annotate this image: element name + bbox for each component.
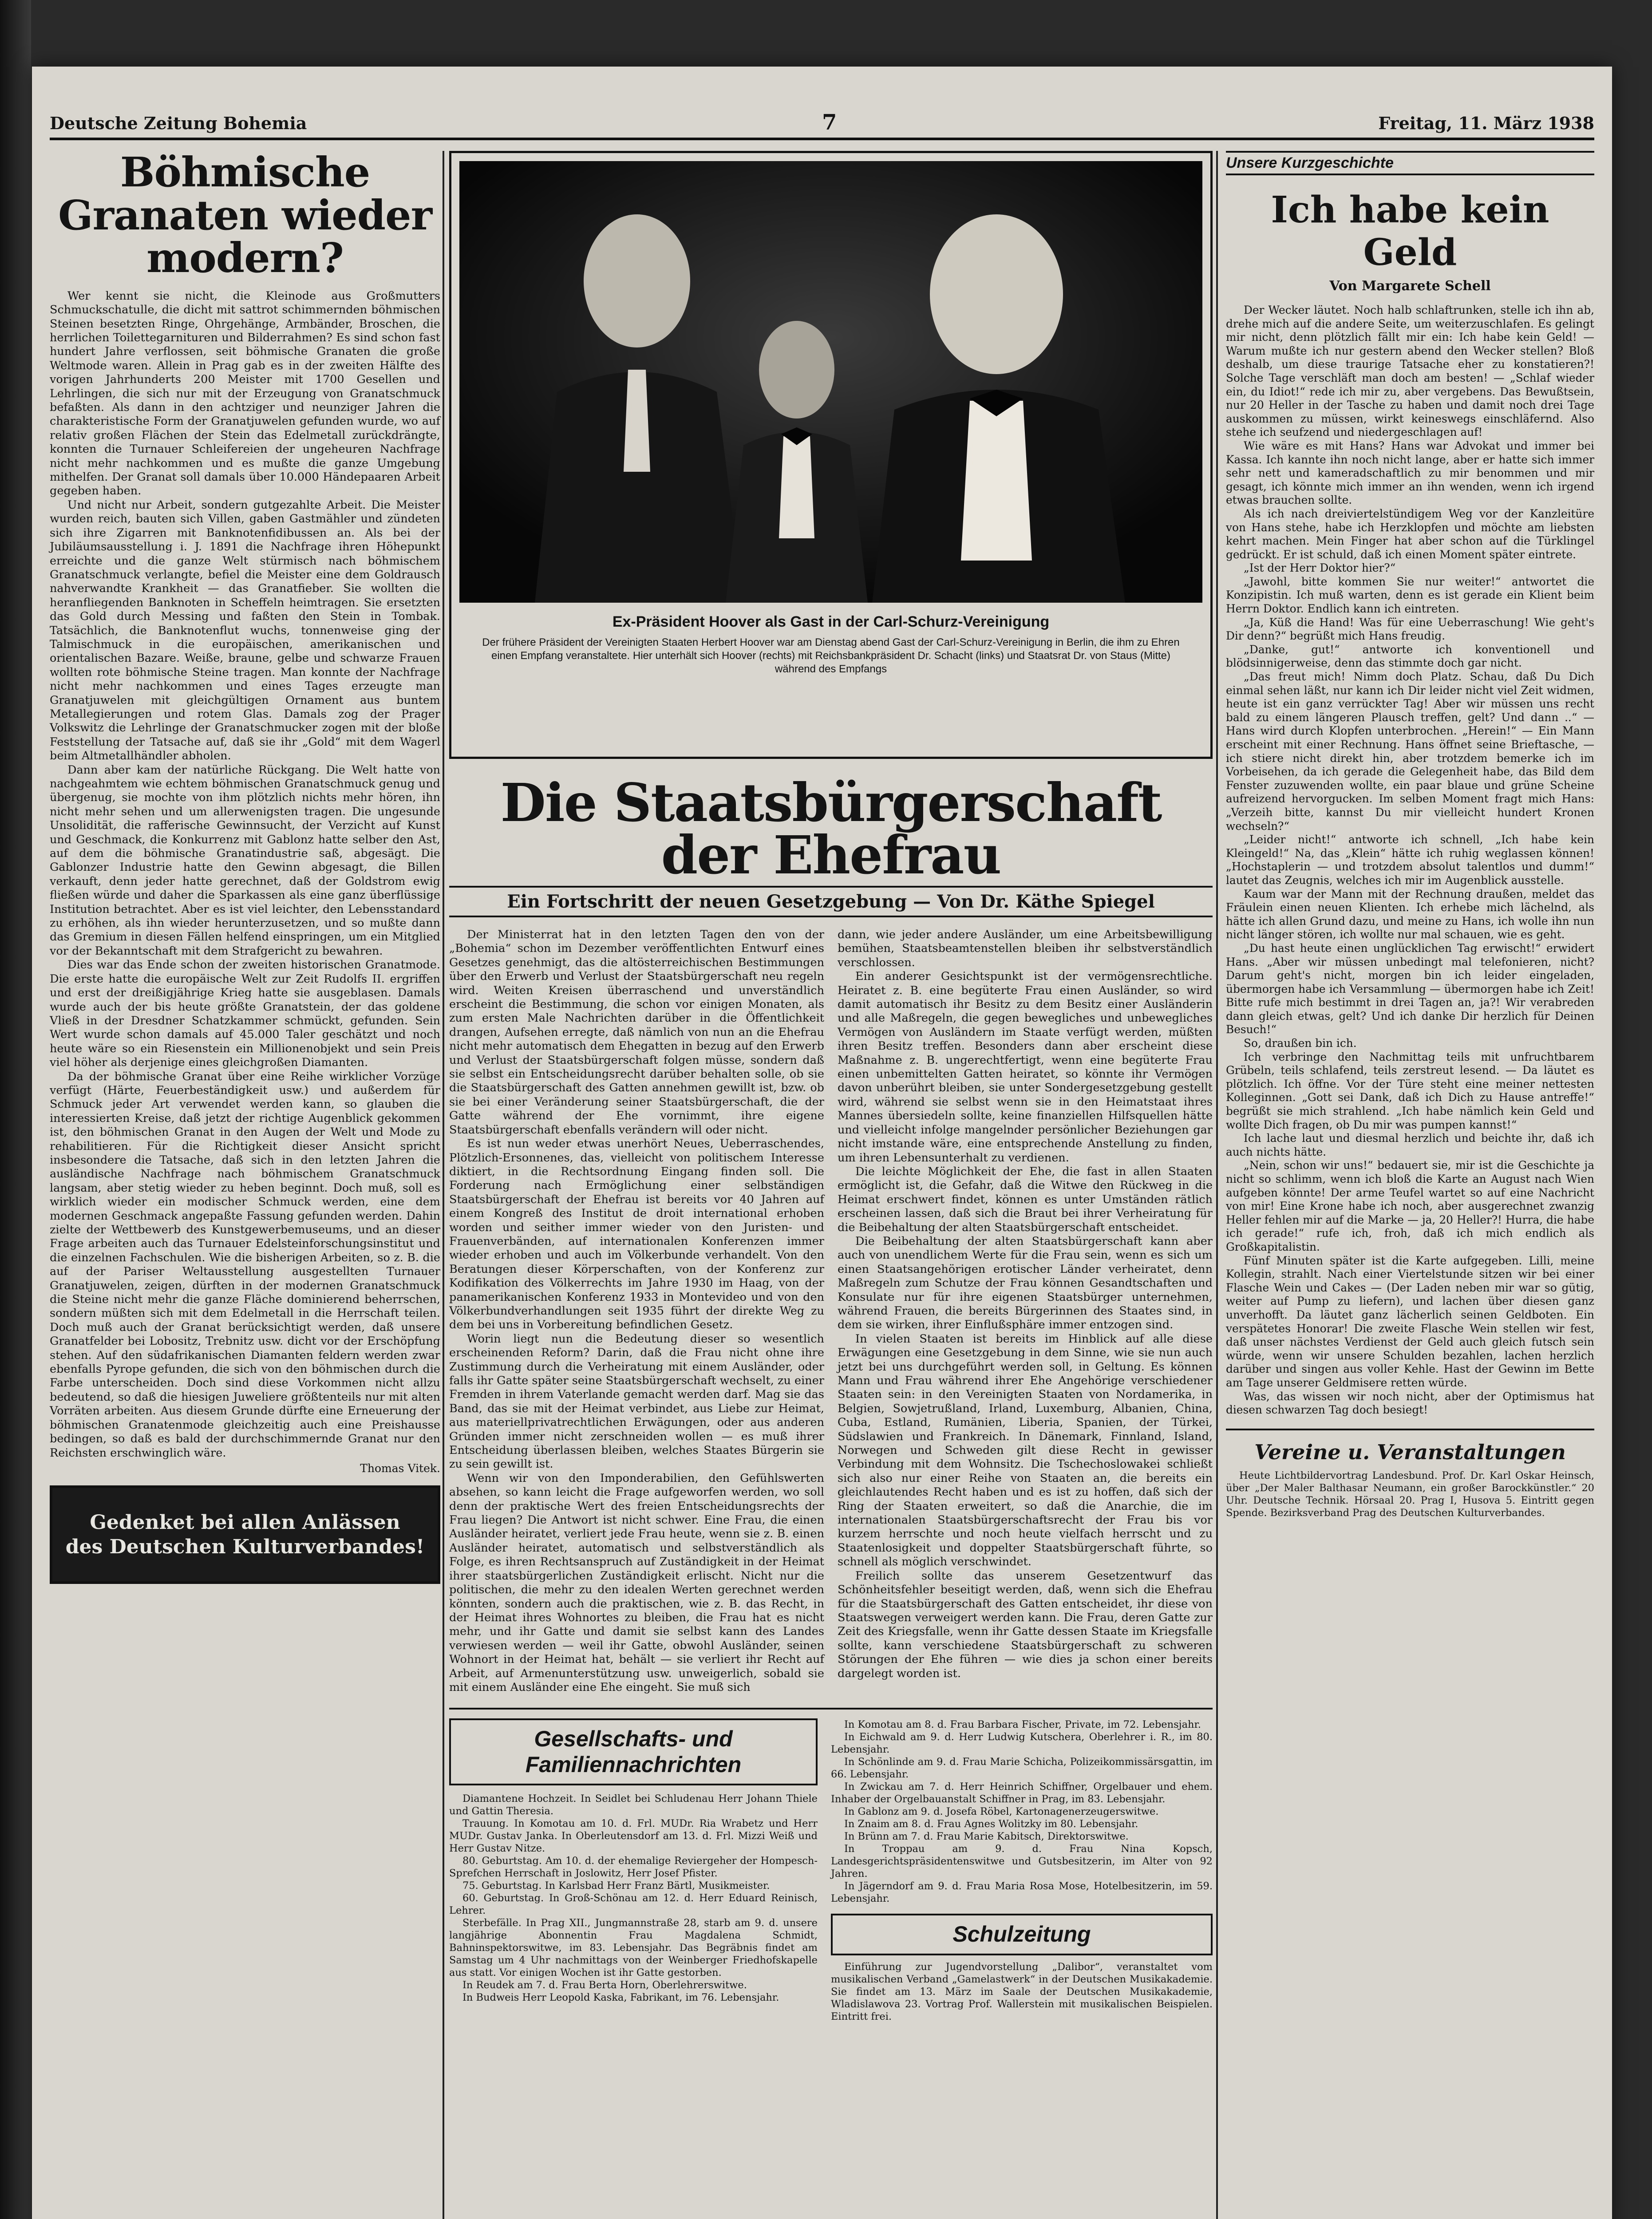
family-news-item: In Budweis Herr Leopold Kaska, Fabrikant, im 76. Lebensjahr. [462, 1992, 779, 2004]
family-news-item: In Troppau am 9. d. Frau Nina Kopsch, Landesgerichtspräsidentenswitwe und Gutsbesitzerin, im Alter von 92 Jahren. [831, 1843, 1213, 1880]
short-story-author: Von Margarete Schell [1329, 278, 1491, 294]
story-paragraph: Ich lache laut und diesmal herzlich und beichte ihr, daß ich auch nichts hätte. [1226, 1132, 1594, 1158]
newspaper-page [32, 67, 1612, 2219]
article-paragraph: Dies war das Ende schon der zweiten historischen Granatmode. Die erste hatte die europäische Welt zur Zeit Rudolfs II. ergriffen und erst der dreißigjährige Krieg hatte sie ausgeblasen. Damals wurde auch der bis heute größte Granatstein, der das goldene Vließ in der Dresdner Schatzkammer schmückt, gefunden. Sein Wert wurde schon damals auf 45.000 Taler geschätzt und noch heute wäre so ein Riesenstein ein Millionenobjekt und sein Preis viel höher als derjenige eines gleichgroßen Diamanten. [50, 958, 440, 1070]
masthead-date: Freitag, 11. März 1938 [1378, 113, 1594, 133]
schulzeitung-paragraph: Einführung zur Jugendvorstellung „Dalibor“, veranstaltet vom musikalischen Verband „Gamelastwerk“ in der Deutschen Musikakademie. Sie findet am 13. März im Saale der Deutschen Musikakademie, Wladislawova 23. Vortrag Prof. Wallerstein mit musikalischen Beispielen. Eintritt frei. [831, 1961, 1213, 2022]
article-body [50, 289, 440, 1460]
family-news-item: 75. Geburtstag. In Karlsbad Herr Franz Bärtl, Musikmeister. [462, 1880, 770, 1892]
article-paragraph: In vielen Staaten ist bereits im Hinblick auf alle diese Erwägungen eine Gesetzgebung in dem Sinne, wie sie nun auch jetzt bei uns durchgeführt werden soll, in Geltung. Es können Mann und Frau während ihrer Ehe Angehörige verschiedener Staaten sein: in den Vereinigten Staaten von Nordamerika, in Belgien, Sowjetrußland, Irland, Luxemburg, Albanien, China, Cuba, Estland, Rumänien, Liberia, Spanien, der Türkei, Südslawien und Frankreich. In Dänemark, Finnland, Island, Norwegen und Schweden gilt diese Recht in gewisser Verbindung mit dem Wohnsitz. Die Tschechoslowakei schließt sich also nur einer Reihe von Staaten an, die bereits ein gleichlautendes Recht haben und es ist zu hoffen, daß sich der Ring der Staaten erweitert, so daß die Anarchie, die im internationalen Staatsbürgerschaftsrecht der Frau bis vor kurzem herrschte und noch heute vielfach herrscht und zu Staatenlosigkeit und doppelter Staatsbürgerschaft führte, so schnell als möglich verschwindet. [838, 1332, 1213, 1569]
family-news-right [831, 1718, 1213, 2023]
article-headline: Böhmische Granaten wieder modern? [58, 148, 432, 282]
family-news-item: In Zwickau am 7. d. Herr Heinrich Schiffner, Orgelbauer und ehem. Inhaber der Orgelbauanstalt Schiffner in Prag, im 83. Lebensjahr. [831, 1781, 1213, 1805]
middle-column [449, 151, 1213, 2023]
photo-caption-text: Der frühere Präsident der Vereinigten Staaten Herbert Hoover war am Dienstag abend Gast der Carl-Schurz-Vereinigung in Berlin, die ihm zu Ehren einen Empfang veranstaltete. Hier unterhält sich Hoover (rechts) mit Reichsbankpräsident Dr. Schacht (links) und Staatsrat Dr. von Staus (Mitte) während des Empfangs [482, 636, 1180, 675]
family-news-item: In Reudek am 7. d. Frau Berta Horn, Oberlehrerswitwe. [462, 1979, 747, 1991]
ad-line-1: Gedenket bei allen Anlässen [90, 1511, 400, 1534]
family-news-title: Gesellschafts- und Familiennachrichten [449, 1718, 818, 1785]
photo-caption-title: Ex-Präsident Hoover als Gast in der Carl-Schurz-Vereinigung [612, 613, 1050, 630]
article-paragraph: Der Ministerrat hat in den letzten Tagen den von der „Bohemia“ schon im Dezember veröffentlichten Entwurf eines Gesetzes genehmigt, das die altösterreichischen Bestimmungen über den Erwerb und Verlust der Staatsbürgerschaft neu regeln wird. Weiten Kreisen überraschend und unverständlich erscheint die Bestimmung, die schon vor einigen Monaten, als zum ersten Male Nachrichten darüber in die Öffentlichkeit drangen, Aufsehen erregte, daß nämlich von nun an die Ehefrau nicht mehr automatisch dem Ehegatten in bezug auf den Erwerb und Verlust der Staatsbürgerschaft folgen müsse, sondern daß sie selbst ein Entscheidungsrecht darüber behalten solle, ob sie die Staatsbürgerschaft des Gatten annehmen gewillt ist, bzw. ob sie bei einer Veränderung seiner Staatsbürgerschaft, die der Gatte während der Ehe vornimmt, ihre eigene Staatsbürgerschaft ebenfalls verändern will oder nicht. [449, 928, 824, 1137]
story-paragraph: „Nein, schon wir uns!“ bedauert sie, mir ist die Geschichte ja nicht so schlimm, wenn ich bloß die Karte an August nach Wien aufgeben könnte! Der arme Teufel wartet so auf eine Nachricht von mir! Eine Krone habe ich noch, aber ausgerechnet zwanzig Heller fehlen mir auf die Marke — ja, 20 Heller?! Hurra, die habe ich gerade!“ rufe ich, froh, daß ich mich endlich als Großkapitalistin. [1226, 1159, 1594, 1253]
column-rule-left [443, 151, 444, 2219]
photo-box [449, 151, 1213, 759]
article-paragraph: dann, wie jeder andere Ausländer, um eine Arbeitsbewilligung bemühen, Staatsbeamtenstellen bleiben ihr selbstverständlich verschlossen. [838, 928, 1213, 969]
story-paragraph: „Du hast heute einen unglücklichen Tag erwischt!“ erwidert Hans. „Aber wir müssen unbedingt mal telefonieren, nicht? Darum geht's nicht, morgen bin ich leider eingeladen, übermorgen habe ich Versammlung — übermorgen habe ich Zeit! Bitte rufe mich bestimmt in drei Tagen an, ja?! Wir verabreden dann gleich etwas, gelt? Und ich danke Dir herzlich für Deinen Besuch!“ [1226, 941, 1594, 1036]
story-paragraph: Der Wecker läutet. Noch halb schlaftrunken, stelle ich ihn ab, drehe mich auf die andere Seite, um weiterzuschlafen. Es gelingt mir nicht, denn plötzlich fällt mir ein: Ich habe kein Geld! — Warum mußte ich nur gestern abend den Wecker stellen? Bloß deshalb, um diese traurige Tatsache eher zu konstatieren?! Solche Tage verschläft man doch am besten! — „Schlaf wieder ein, du Idiot!“ rede ich mir zu, aber vergebens. Das Bewußtsein, nur 20 Heller in der Tasche zu haben und damit noch drei Tage auskommen zu müssen, wirkt keineswegs einschläfernd. Also stehe ich seufzend und niedergeschlagen auf! [1226, 304, 1594, 439]
article-headline-staatsbuergerschaft: Die Staatsbürgerschaft der Ehefrau [500, 772, 1162, 886]
story-paragraph: Wie wäre es mit Hans? Hans war Advokat und immer bei Kassa. Ich kannte ihn noch nicht lange, aber er hatte sich immer sehr nett und kameradschaftlich zu mir benommen und mir gesagt, ich könnte mich immer an ihn wenden, wenn ich irgend etwas brauchen sollte. [1226, 439, 1594, 507]
story-paragraph: So, draußen bin ich. [1244, 1037, 1357, 1050]
story-paragraph: „Jawohl, bitte kommen Sie nur weiter!“ antwortet die Konzipistin. Ich muß warten, denn es ist gerade ein Klient beim Herrn Doktor. Endlich kann ich eintreten. [1226, 575, 1594, 616]
article-column-2 [838, 928, 1213, 1694]
ad-line-2: des Deutschen Kulturverbandes! [65, 1535, 425, 1558]
story-paragraph: Als ich nach dreiviertelstündigem Weg vor der Kanzleitüre von Hans stehe, habe ich Herzklopfen und möchte am liebsten kehrt machen. Mein Finger hat aber schon auf die Türklingel gedrückt. Er ist schuld, daß ich einen Moment später eintrete. [1226, 507, 1594, 561]
article-column-1 [449, 928, 824, 1694]
vereine-paragraph: Heute Lichtbildervortrag Landesbund. Prof. Dr. Karl Oskar Heinsch, über „Der Maler Balthasar Neumann, ein großer Barockkünstler.“ 20 Uhr. Deutsche Technik. Hörsaal 20. Prag I, Husova 5. Eintritt gegen Spende. Bezirksverband Prag des Deutschen Kulturverbandes. [1226, 1469, 1594, 1519]
family-news-item: Sterbefälle. In Prag XII., Jungmannstraße 28, starb am 9. d. unsere langjährige Abonnentin Frau Magdalena Schmidt, Bahninspektorswitwe, im 83. Lebensjahr. Das Begräbnis findet am Samstag um 4 Uhr nachmittags von der Weinberger Friedhofskapelle aus statt. Vor einigen Wochen ist ihr Gatte gestorben. [449, 1917, 818, 1979]
schulzeitung-text [831, 1961, 1213, 2023]
family-news-item: 80. Geburtstag. Am 10. d. der ehemalige Reviergeher der Hompesch-Sprefchen Herrschaft in Joslowitz, Herr Josef Pfister. [449, 1855, 818, 1879]
family-news-item: In Jägerndorf am 9. d. Frau Maria Rosa Mose, Hotelbesitzerin, im 59. Lebensjahr. [831, 1880, 1213, 1905]
family-news-item: In Schönlinde am 9. d. Frau Marie Schicha, Polizeikommissärsgattin, im 66. Lebensjahr. [831, 1756, 1213, 1781]
family-news-item: Trauung. In Komotau am 10. d. Frl. MUDr. Ria Wrabetz und Herr MUDr. Gustav Janka. In Oberleutensdorf am 13. d. Frl. Mizzi Weiß und Herr Gustav Nitze. [449, 1818, 818, 1855]
family-news-section [449, 1708, 1213, 2023]
kulturverband-ad [50, 1485, 440, 1584]
article-paragraph: Dann aber kam der natürliche Rückgang. Die Welt hatte von nachgeahmtem wie echtem böhmischen Granatschmuck genug und übergenug, sie mochte von ihm plötzlich nichts mehr hören, ihn nicht mehr sehen und um allerwenigsten tragen. Die ungesunde Unsolidität, die rafferische Gewinnsucht, der Verzicht auf Kunst und Geschmack, die Konkurrenz mit Gablonz hatte selber den Ast, auf dem die böhmische Granatindustrie saß, abgesägt. Die Gablonzer Industrie hatte den Gewinn abgesagt, die Billen verkauft, denn jeder hatte gerechnet, daß der Goldstrom ewig fließen würde und daher die Sparkassen als eine ganz überflüssige Institution betrachtet. Aber es ist viel leichter, den Lebensstandard zu erhöhen, als ihn wieder herunterzusetzen, und so mußte dann das Gremium in diesen Fällen helfend einspringen, um ein Mitglied vor der Bekanntschaft mit dem Strafgericht zu bewahren. [50, 763, 440, 958]
short-story-body [1226, 304, 1594, 1417]
story-paragraph: „Ja, Küß die Hand! Was für eine Ueberraschung! Wie geht's Dir denn?“ begrüßt mich Hans freudig. [1226, 616, 1594, 643]
family-news-item: In Eichwald am 9. d. Herr Ludwig Kutschera, Oberlehrer i. R., im 80. Lebensjahr. [831, 1731, 1213, 1756]
article-paragraph: Und nicht nur Arbeit, sondern gutgezahlte Arbeit. Die Meister wurden reich, bauten sich Villen, gaben Gastmähler und zündeten sich ihre Zigarren mit Banknotenfidibussen an. Als bei der Jubiläumsausstellung i. J. 1891 die Nachfrage ihren Höhepunkt erreichte und die ganze Welt stürmisch nach böhmischem Granatschmuck verlangte, befiel die Meister eine dem Goldrausch nahverwandte Krankheit — das Granatfieber. Sie wollten die heranfliegenden Banknoten in Scheffeln heimtragen. Sie ersetzten das Gold durch Messing und faßten den Stein in Tombak. Tatsächlich, die Banknotenflut wuchs, tonnenweise ging der Talmischmuck in die europäischen, amerikanischen und orientalischen Bazare. Weiße, braune, gelbe und schwarze Frauen wollten rote böhmische Steine tragen. Man konnte der Nachfrage nicht mehr nachkommen und eines Tages erzeugte man Granatjuwelen mit gleichgültigen Ornament aus buntem Metallegierungen und rotem Glas. Damals zog der Prager Volkswitz die Lehrlinge der Granatschmucker zogen mit der bloße Feststellung der Tatsache auf, daß sie ihr „Gold“ mit dem Wagerl beim Altmetallhändler abholen. [50, 498, 440, 763]
family-news-item: 60. Geburtstag. In Groß-Schönau am 12. d. Herr Eduard Reinisch, Lehrer. [449, 1892, 818, 1917]
article-paragraph: Wenn wir von den Imponderabilien, den Gefühlswerten absehen, so kann leicht die Frage aufgeworfen werden, wo soll denn der praktische Wert des freien Entscheidungsrechts der Frau liegen? Die Antwort ist nicht schwer. Eine Frau, die einen Ausländer heiratet, verliert jede Frau heute, wenn sie z. B. einen Ausländer heiratet, automatisch und selbstverständlich als Folge, es ihren Rechtsanspruch auf Zuständigkeit in der Heimat ihrer staatsbürgerlichen Zuständigkeit erlischt. Nicht nur die politischen, die mehr zu den idealen Werten gerechnet werden könnten, sondern auch die praktischen, wie z. B. das Recht, in der Heimat ihres Wohnortes zu bleiben, die Frau hat es nicht mehr, und ihr Gatte und damit sie selbst kann des Landes verwiesen werden — weil ihr Gatte, obwohl Ausländer, seinen Wohnort in der Heimat hat, behält — sie verliert ihr Recht auf Arbeit, auf Armenunterstützung usw. unweigerlich, sobald sie mit einem Ausländer eine Ehe eingeht. Sie muß sich [449, 1471, 824, 1694]
masthead-paper-name: Deutsche Zeitung Bohemia [50, 113, 307, 133]
article-paragraph: Ein anderer Gesichtspunkt ist der vermögensrechtliche. Heiratet z. B. eine begüterte Frau einen Ausländer, so wird damit automatisch ihr Besitz zu dem Besitz einer Ausländerin und alle Maßregeln, die gegen bewegliches und unbewegliches Vermögen von Ausländern im Staate verfügt werden, müßten ihren Besitz treffen. Besonders dann aber erscheint diese Maßnahme z. B. ungerechtfertigt, wenn eine begüterte Frau einen unbemittelten Gatten heiratet, so könnte ihr Vermögen davon unberührt bleiben, sie unter Sondergesetzgebung gestellt wird, während sie selbst wenn sie in den Heimatstaat ihres Mannes übersiedeln sollte, keine finanziellen Hilfsquellen hätte und vielleicht infolge mangelnder persönlicher Beziehungen gar nicht imstande wäre, eine entsprechende Anstellung zu finden, um ihren Lebensunterhalt zu verdienen. [838, 970, 1213, 1165]
column-rule-right [1216, 151, 1218, 2219]
article-signature: Thomas Vitek. [360, 1461, 440, 1475]
article-staatsbuergerschaft-body [449, 928, 1213, 1694]
family-news-left [449, 1718, 818, 2023]
family-news-item: Diamantene Hochzeit. In Seidlet bei Schludenau Herr Johann Thiele und Gattin Theresia. [449, 1793, 818, 1817]
photo-illustration [459, 161, 1202, 603]
short-story-column [1226, 151, 1594, 1519]
family-news-item: In Znaim am 8. d. Frau Agnes Wolitzky im 80. Lebensjahr. [844, 1818, 1138, 1830]
family-news-list [449, 1793, 818, 2004]
family-news-list-2 [831, 1718, 1213, 1905]
family-news-item: In Komotau am 8. d. Frau Barbara Fischer, Private, im 72. Lebensjahr. [844, 1719, 1201, 1731]
story-paragraph: Kaum war der Mann mit der Rechnung draußen, meldet das Fräulein einen neuen Klienten. Ich erhebe mich lächelnd, als hätte ich allen Grund dazu, und meine zu Hans, ich wolle ihn nun nicht länger stören, ich wollte nur mal schauen, wie es geht. [1226, 887, 1594, 941]
article-paragraph: Es ist nun weder etwas unerhört Neues, Ueberraschendes, Plötzlich-Ersonnenes, das, vielleicht von politischem Interesse diktiert, in die Rechtsordnung Eingang finden soll. Die Forderung nach Ermöglichung einer selbständigen Staatsbürgerschaft der Ehefrau ist bereits vor 40 Jahren auf einem Kongreß des Institut de droit international erhoben worden und seither immer wieder von den Juristen- und Frauenverbänden, auf internationalen Konferenzen immer wieder erhoben und auch im Völkerbunde verhandelt. Von den Beratungen dieser Körperschaften, von der Konferenz zur Kodifikation des Völkerrechts im Jahre 1930 im Haag, von der panamerikanischen Konferenz 1933 in Montevideo und von den Völkerbundverhandlungen seit 1935 führt der direkte Weg zu dem bei uns in Vorbereitung befindlichen Gesetz. [449, 1137, 824, 1332]
story-paragraph: Was, das wissen wir noch nicht, aber der Optimismus hat diesen schwarzen Tag doch besiegt! [1226, 1390, 1594, 1417]
vereine-title: Vereine u. Veranstaltungen [1226, 1429, 1594, 1464]
story-paragraph: „Danke, gut!“ antworte ich konventionell und blödsinnigerweise, denn das stimmte doch gar nicht. [1226, 643, 1594, 670]
story-paragraph: „Leider nicht!“ antworte ich schnell, „Ich habe kein Kleingeld!“ Na, das „Klein“ hätte ich ruhig weglassen können! „Hochstaplerin — und trotzdem absolut talentlos und dumm!“ lautet das Zeugnis, welches ich mir im Augenblick ausstelle. [1226, 833, 1594, 887]
vereine-text [1226, 1469, 1594, 1519]
article-paragraph: Da der böhmische Granat über eine Reihe wirklicher Vorzüge verfügt (Härte, Feuerbeständigkeit usw.) und außerdem für Schmuck jeder Art verwendet werden kann, so glauben die interessierten Kreise, daß jetzt der richtige Augenblick gekommen ist, den böhmischen Granat in den Augen der Welt und Mode zu rehabilitieren. Für die Richtigkeit dieser Ansicht spricht insbesondere die Tatsache, daß sich in den letzten Jahren die ausländische Nachfrage nach böhmischem Granatschmuck langsam, aber stetig wieder zu heben beginnt. Doch muß, soll es wirklich wieder ein modischer Schmuck werden, eine dem modernen Geschmack angepaßte Fassung gefunden werden. Dahin zielte der Wettbewerb des Kunstgewerbemuseums, und an dieser Frage arbeiten auch das Turnauer Edelsteinforschungsinstitut und die einzelnen Fachschulen. Wie die bisherigen Arbeiten, so z. B. die auf der Pariser Weltausstellung ausgestellten Turnauer Granatjuwelen, zeigen, dürften in der modernen Granatschmuck die Steine nicht mehr die ganze Fläche dominierend beherrschen, sondern müßten sich mit dem Edelmetall in die Herrschaft teilen. Doch muß auch der Granat berücksichtigt werden, daß unsere Granatfelder bei Lobositz, Trebnitz usw. dicht vor der Erschöpfung stehen. Auf den südafrikanischen Diamanten feldern werden zwar ebenfalls Pyrope gefunden, die sich von den böhmischen durch die Farbe unterscheiden. Doch sind diese Vorkommen nicht allzu bedeutend, so daß die hiesigen Juweliere größtenteils nur mit alten Vorräten arbeiten. Aus diesem Grunde dürfte eine Erneuerung der böhmischen Granatenmode gleichzeitig auch eine Preishausse bedingen, so daß es bald der durchschimmernde Granat nur den Reichsten erschwinglich wäre. [50, 1070, 440, 1460]
article-paragraph: Worin liegt nun die Bedeutung dieser so wesentlich erscheinenden Reform? Darin, daß die Frau nicht ohne ihre Zustimmung durch die Verheiratung mit einem Ausländer, oder falls ihr Gatte später seine Staatsbürgerschaft wechselt, zu einer Fremden in ihrem Vaterlande gemacht werden darf. Mag sie das Band, das sie mit der Heimat verbindet, aus Liebe zur Heimat, aus materiellprivatrechtlichen Erwägungen, oder aus anderen Gründen immer nicht zerschneiden wollen — es muß ihrer Entscheidung überlassen bleiben, welches Staates Bürgerin sie zu sein gewillt ist. [449, 1332, 824, 1471]
article-paragraph: Die leichte Möglichkeit der Ehe, die fast in allen Staaten ermöglicht ist, die Gefahr, daß die Witwe den Rückweg in die Heimat erschwert findet, können es unter Umständen rätlich erscheinen lassen, daß sich die Braut bei ihrer Verheiratung für die Beibehaltung der alten Staatsbürgerschaft entscheidet. [838, 1165, 1213, 1234]
scan-edge [0, 0, 31, 2219]
article-paragraph: Freilich sollte das unserem Gesetzentwurf das Schönheitsfehler beseitigt werden, daß, wenn sich die Ehefrau für die Staatsbürgerschaft des Gatten entscheidet, ihr diese von Staatswegen verweigert werden kann. Die Frau, deren Gatte zur Zeit des Kriegsfalle, wenn ihr Gatte dessen Staate im Kriegsfalle sollte, kann verschiedene Staatsbürgerschaft zu schweren Störungen der Ehe führen — wie dies ja schon einer bereits dargelegt worden ist. [838, 1569, 1213, 1680]
short-story-title: Ich habe kein Geld [1271, 189, 1549, 274]
family-news-item: In Brünn am 7. d. Frau Marie Kabitsch, Direktorswitwe. [844, 1831, 1129, 1843]
article-paragraph: Wer kennt sie nicht, die Kleinode aus Großmutters Schmuckschatulle, die dicht mit sattrot schimmernden böhmischen Steinen besetzten Ringe, Ohrgehänge, Armbänder, Broschen, die herrlichen Toilettegarnituren und Bilderrahmen? Es sind schon fast hundert Jahre verflossen, seit böhmische Granaten die große Weltmode waren. Allein in Prag gab es in der zweiten Hälfte des vorigen Jahrhunderts 200 Meister mit 1700 Gesellen und Lehrlingen, die sich nur mit der Erzeugung von Granatschmuck befaßten. Als dann in den achtziger und neunziger Jahren die charakteristische Form der Granatjuwelen gefunden wurde, wo auf relativ großen Flächen der Stein das Edelmetall zurückdrängte, konnten die Turnauer Schleifereien der ungeheuren Nachfrage nicht mehr nachkommen und es mußte die ganze Umgebung mithelfen. Der Granat soll damals über 10.000 Händepaaren Arbeit gegeben haben. [50, 289, 440, 498]
story-paragraph: Fünf Minuten später ist die Karte aufgegeben. Lilli, meine Kollegin, strahlt. Nach einer Viertelstunde sitzen wir bei einer Flasche Wein und Cakes — (Der Laden neben mir war so gütig, weiter auf Pump zu liefern), und lachen über diesen ganz unverhofft. Da läutet ganz lächerlich seinen Geldboten. Ein verspätetes Honorar! Die zweite Flasche Wein stellen wir fest, daß unser nächstes Verdienst der Geld auch gleich futsch sein würde, wenn wir unsere Schulden bezahlen, lachen herzlich darüber und singen aus voller Kehle. Hast der Gewinn im Bette am Tage unserer Geldmisere retten würde. [1226, 1254, 1594, 1389]
story-paragraph: „Ist der Herr Doktor hier?“ [1244, 561, 1396, 575]
article-granaten [50, 148, 440, 1584]
schulzeitung-title: Schulzeitung [831, 1914, 1213, 1955]
story-paragraph: „Das freut mich! Nimm doch Platz. Schau, daß Du Dich einmal sehen läßt, nur kann ich Dir leider nicht viel Zeit widmen, heute ist ein ganz verrückter Tag! Aber wir müssen uns recht bald zu einem längeren Plausch treffen, gelt? Und dann ..“ — Hans wird durch Klopfen unterbrochen. „Herein!“ — Ein Mann erscheint mit einer Rechnung. Hans öffnet seine Brieftasche, — ich stiere nicht direkt hin, aber trotzdem bemerke ich im Vorbeisehen, da ich gerade die Gelegenheit habe, das Bild dem Fenster zuzuwenden wollte, ein paar blaue und grüne Scheine aufreizend hervorgucken. Im selben Moment fragt mich Hans: „Verzeih bitte, kannst Du mir vielleicht hundert Kronen wechseln?“ [1226, 670, 1594, 833]
short-story-tag: Unsere Kurzgeschichte [1226, 151, 1594, 175]
article-paragraph: Die Beibehaltung der alten Staatsbürgerschaft kann aber auch von unendlichem Werte für die Frau sein, wenn es sich um einen Staatsangehörigen erotischer Länder verheiratet, denn Maßregeln zum Schutze der Frau können Gesandtschaften und Konsulate nur für ihre eigenen Staatsbürger unternehmen, während Frauen, die bereits Bürgerinnen des Staates sind, in dem sie wirken, ihrer Einflußsphäre immer entzogen sind. [838, 1234, 1213, 1332]
masthead [50, 111, 1594, 140]
story-paragraph: Ich verbringe den Nachmittag teils mit unfruchtbarem Grübeln, teils schlafend, teils zerstreut lesend. — Da läutet es plötzlich. Ich öffne. Vor der Türe steht eine meiner nettesten Kolleginnen. „Gott sei Dank, daß ich Dich zu Hause antreffe!“ begrüßt sie mich strahlend. „Ich habe nämlich kein Geld und wollte Dich fragen, ob Du mir was pumpen kannst!“ [1226, 1050, 1594, 1131]
masthead-page-number: 7 [822, 110, 837, 135]
article-subheadline: Ein Fortschritt der neuen Gesetzgebung — Von Dr. Käthe Spiegel [449, 886, 1213, 917]
hoover-photo [459, 161, 1202, 603]
family-news-item: In Gablonz am 9. d. Josefa Röbel, Kartonagenerzeugerswitwe. [844, 1806, 1159, 1818]
